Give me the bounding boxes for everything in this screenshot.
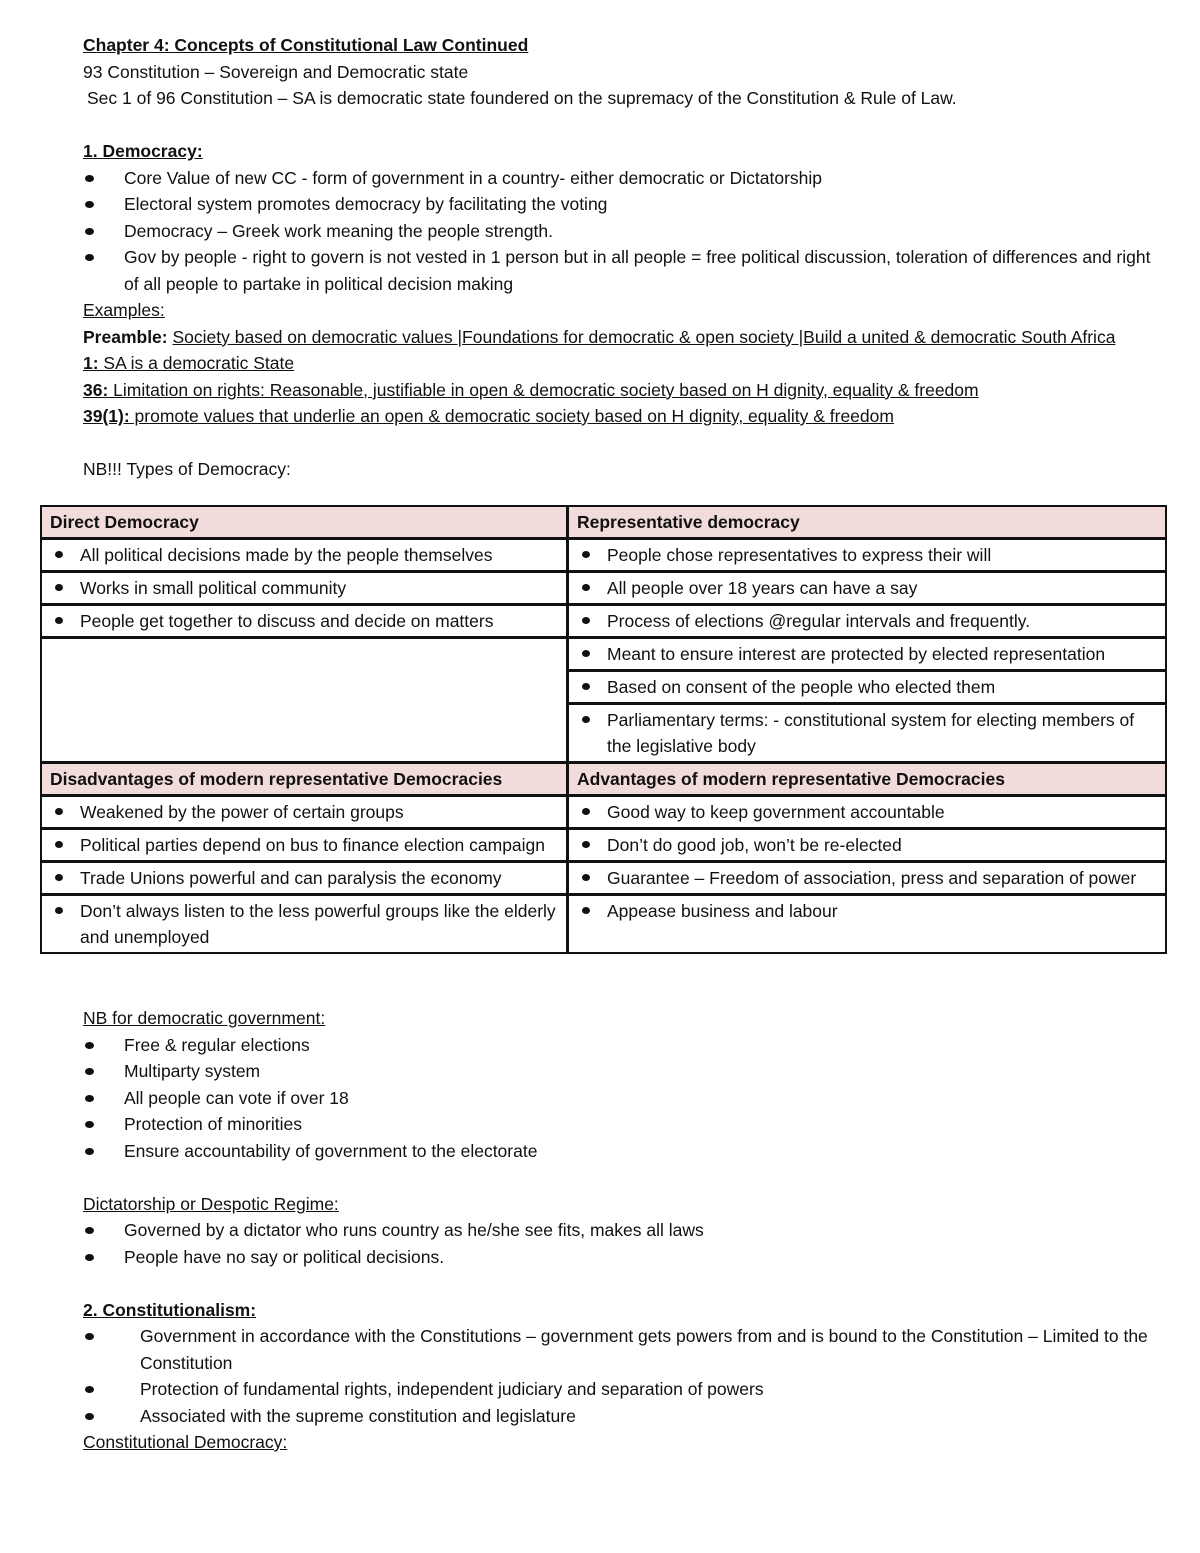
list-item: Associated with the supreme constitution and legislature <box>83 1403 1168 1430</box>
disadvantages-header: Disadvantages of modern representative Democracies <box>40 762 568 796</box>
list-item: Electoral system promotes democracy by facilitating the voting <box>83 191 1168 218</box>
table-row <box>41 763 1168 796</box>
democracy-types-table <box>41 506 1168 954</box>
table-cell: All people over 18 years can have a say <box>567 571 1167 605</box>
table-row <box>41 862 1168 895</box>
examples-label: Examples: <box>83 300 165 320</box>
list-item: Core Value of new CC - form of government in a country- either democratic or Dictatorship <box>83 165 1168 192</box>
table-cell: Process of elections @regular intervals and frequently. <box>567 604 1167 638</box>
table-cell: Don’t always listen to the less powerful groups like the elderly and unemployed <box>40 894 568 954</box>
table-row <box>41 605 1168 638</box>
list-item: Democracy – Greek work meaning the people strength. <box>83 218 1168 245</box>
section-text: Limitation on rights: Reasonable, justifiable in open & democratic society based on H dignity, equality & freedom <box>108 379 979 400</box>
list-item: Ensure accountability of government to the electorate <box>83 1138 1168 1165</box>
list-item: Government in accordance with the Constitutions – government gets powers from and is bound to the Constitution – Limited to the Constitution <box>83 1323 1168 1376</box>
table-row <box>41 796 1168 829</box>
table-cell: All political decisions made by the people themselves <box>40 538 568 572</box>
table-cell: Appease business and labour <box>567 894 1167 954</box>
table-cell: People get together to discuss and decide on matters <box>40 604 568 638</box>
advantages-header: Advantages of modern representative Democracies <box>567 762 1167 796</box>
table-row <box>41 506 1168 539</box>
constitutional-democracy-heading: Constitutional Democracy: <box>83 1432 288 1452</box>
section-number: 39(1): <box>83 406 130 426</box>
preamble-line <box>83 324 1168 351</box>
dictatorship-list <box>83 1217 1168 1270</box>
section-number: 36: <box>83 379 109 400</box>
dictatorship-heading: Dictatorship or Despotic Regime: <box>83 1193 339 1214</box>
representative-democracy-header: Representative democracy <box>567 505 1167 539</box>
table-cell: Guarantee – Freedom of association, press and separation of power <box>567 861 1167 895</box>
example-section-36 <box>83 377 1168 404</box>
table-row <box>41 539 1168 572</box>
table-cell: People chose representatives to express their will <box>567 538 1167 572</box>
chapter-title: Chapter 4: Concepts of Constitutional Law Continued <box>83 35 529 55</box>
table-cell: Works in small political community <box>40 571 568 605</box>
list-item: All people can vote if over 18 <box>83 1085 1168 1112</box>
democracy-heading: 1. Democracy: <box>83 141 203 161</box>
section-number: 1: <box>83 353 99 373</box>
table-cell: Weakened by the power of certain groups <box>40 795 568 829</box>
list-item: Protection of fundamental rights, independent judiciary and separation of powers <box>83 1376 1168 1403</box>
table-row <box>41 895 1168 954</box>
constitution-93-line: 93 Constitution – Sovereign and Democratic state <box>83 61 469 82</box>
list-item: Gov by people - right to govern is not vested in 1 person but in all people = free political discussion, toleration of differences and right of all people to partake in political decision making <box>83 244 1168 297</box>
section-text: promote values that underlie an open & democratic society based on H dignity, equality & freedom <box>129 406 894 426</box>
section-1-line: Sec 1 of 96 Constitution – SA is democratic state foundered on the supremacy of the Constitution & Rule of Law. <box>87 88 957 108</box>
representative-extra-rows <box>568 638 1167 763</box>
list-item: Free & regular elections <box>83 1032 1168 1059</box>
table-row <box>41 829 1168 862</box>
table-row <box>41 638 1168 763</box>
example-section-39 <box>83 403 1168 430</box>
section-text: SA is a democratic State <box>98 353 295 373</box>
preamble-label: Preamble: <box>83 326 168 347</box>
list-item: Governed by a dictator who runs country as he/she see fits, makes all laws <box>83 1217 1168 1244</box>
table-cell: Political parties depend on bus to finance election campaign <box>40 828 568 862</box>
example-section-1 <box>83 350 1168 377</box>
table-cell: Trade Unions powerful and can paralysis the economy <box>40 861 568 895</box>
direct-democracy-header: Direct Democracy <box>40 505 568 539</box>
table-cell: Meant to ensure interest are protected by elected representation <box>567 637 1167 671</box>
document-page <box>83 32 1168 483</box>
table-cell: Parliamentary terms: - constitutional system for electing members of the legislative body <box>567 703 1167 763</box>
preamble-text: Society based on democratic values |Foundations for democratic & open society |Build a united & democratic South Africa <box>172 326 1116 347</box>
table-cell: Based on consent of the people who elected them <box>567 670 1167 704</box>
list-item: People have no say or political decisions. <box>83 1244 1168 1271</box>
democracy-bullet-list <box>83 165 1168 298</box>
list-item: Protection of minorities <box>83 1111 1168 1138</box>
table-row <box>41 572 1168 605</box>
document-page-lower <box>83 1005 1168 1456</box>
nb-democratic-government-list <box>83 1032 1168 1165</box>
constitutionalism-heading: 2. Constitutionalism: <box>83 1299 257 1320</box>
types-of-democracy-label: NB!!! Types of Democracy: <box>83 459 291 479</box>
empty-table-cell <box>40 637 568 763</box>
nb-democratic-government-heading: NB for democratic government: <box>83 1008 326 1028</box>
constitutionalism-list <box>83 1323 1168 1429</box>
list-item: Multiparty system <box>83 1058 1168 1085</box>
table-cell: Don’t do good job, won’t be re-elected <box>567 828 1167 862</box>
table-cell: Good way to keep government accountable <box>567 795 1167 829</box>
